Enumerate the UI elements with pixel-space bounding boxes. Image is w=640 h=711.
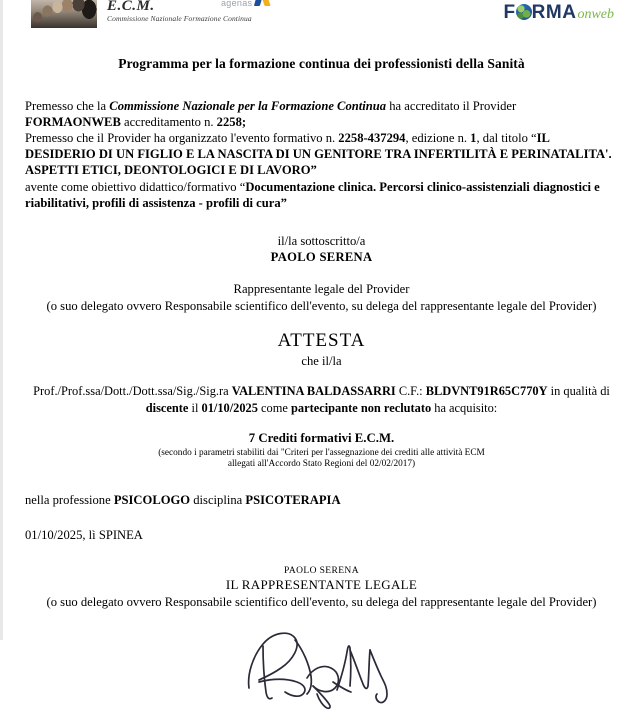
footer-signatory-name: PAOLO SERENA	[284, 565, 359, 576]
premesso-line1-part3: ha accreditato il Provider	[386, 99, 517, 113]
profession-block	[25, 493, 640, 508]
credits-note	[3, 448, 640, 471]
premesso-line2-part1: Premesso che il Provider ha organizzato l'evento formativo n.	[25, 131, 339, 146]
provider-name: FORMAONWEB	[25, 115, 121, 130]
rappresentante-block	[3, 281, 640, 314]
credits-note-line-2: allegati all'Accordo Stato Regioni del 02/02/2017)	[227, 459, 416, 470]
discipline-label: disciplina	[190, 492, 246, 507]
signature-area	[3, 616, 640, 711]
ecm-logo	[31, 0, 252, 28]
credits-value: 7 Crediti formativi E.C.M.	[248, 430, 395, 445]
globe-icon	[516, 4, 532, 20]
ecm-title: E.C.M.	[107, 0, 155, 14]
commissione-nazionale-name: Commissione Nazionale per la Formazione Continua	[109, 99, 387, 113]
event-title: IL DESIDERIO DI UN FIGLIO E LA NASCITA DI UN GENITORE TRA INFERTILITÀ E PERINATALITA'. ASPETTI ETICI, DEONTOLOGICI E DI LAVORO	[25, 131, 612, 178]
profession-value: PSICOLOGO	[113, 492, 191, 507]
agenas-logo	[221, 0, 270, 8]
ecm-group-photo-icon	[31, 0, 97, 28]
role-end: ha acquisito:	[431, 400, 498, 415]
obiettivo-value: Documentazione clinica. Percorsi clinico-assistenziali diagnostici e riabilitativi, profili di assistenza - profili di cura	[25, 179, 600, 210]
participation-date: 01/10/2025	[201, 400, 258, 415]
role-mid-2: come	[257, 400, 291, 415]
ecm-subtitle: Commissione Nazionale Formazione Continua	[107, 14, 252, 24]
footer-signatory-role: IL RAPPRESENTANTE LEGALE	[225, 577, 418, 593]
provider-accred-label: accreditamento n.	[120, 115, 217, 130]
participant-role: discente	[145, 400, 189, 415]
premesso-block	[25, 98, 618, 211]
role-mid-1: il	[188, 400, 202, 415]
rappresentante-line-1: Rappresentante legale del Provider	[233, 282, 410, 297]
obiettivo-quote-close: ”	[280, 195, 287, 210]
formaonweb-logo	[504, 2, 614, 24]
codice-fiscale-value: BLDVNT91R65C770Y	[425, 384, 548, 399]
attesta-heading: ATTESTA	[277, 330, 366, 352]
place-date: 01/10/2025, lì SPINEA	[25, 527, 143, 542]
handwritten-signature	[237, 616, 407, 711]
obiettivo-label: avente come obiettivo didattico/formativo “	[25, 179, 246, 194]
page-title: Programma per la formazione continua dei professionisti della Sanità	[118, 56, 525, 71]
sottoscritto-label: il/la sottoscritto/a	[277, 233, 366, 248]
agenas-wordmark: agenas	[221, 0, 253, 8]
premesso-line2-part3: , dal titolo “	[476, 131, 537, 146]
che-illa-label: che il/la	[301, 354, 342, 369]
profession-label: nella professione	[25, 492, 114, 507]
rappresentante-line-2: (o suo delegato ovvero Responsabile scientifico dell'evento, su delega del rappresentante legale del Provider)	[46, 298, 597, 313]
forma-onweb-text: onweb	[577, 7, 614, 22]
premesso-line2-part2: , edizione n.	[405, 131, 471, 146]
agenas-checkmark-icon	[254, 0, 270, 8]
event-number: 2258-437294	[338, 131, 406, 146]
premesso-line1-part1: Premesso che la	[25, 99, 110, 113]
edition-number: 1	[470, 131, 477, 146]
footer-delegation-note: (o suo delegato ovvero Responsabile scientifico dell'evento, su delega del rappresentante legale del Provider)	[46, 595, 597, 610]
document-header	[3, 0, 640, 34]
forma-letter-f: F	[503, 2, 516, 23]
participant-name: VALENTINA BALDASSARRI	[231, 384, 396, 399]
cf-label: C.F.:	[395, 384, 426, 399]
titles-prefix: Prof./Prof.ssa/Dott./Dott.ssa/Sig./Sig.ra	[33, 384, 232, 399]
provider-accred-number: 2258;	[216, 115, 247, 130]
qualita-label: in qualità di	[547, 384, 610, 399]
event-title-quote-close: ”	[310, 163, 317, 178]
sottoscritto-name: PAOLO SERENA	[270, 250, 373, 265]
participation-type: partecipante non reclutato	[290, 400, 432, 415]
sottoscritto-block	[3, 233, 640, 266]
footer-signature-block	[3, 565, 640, 611]
discipline-value: PSICOTERAPIA	[245, 492, 341, 507]
participant-block	[3, 383, 640, 416]
forma-letters-rma: RMA	[531, 2, 577, 23]
credits-note-line-1: (secondo i parametri stabiliti dai "Criteri per l'assegnazione dei crediti alle attività ECM	[158, 447, 485, 458]
